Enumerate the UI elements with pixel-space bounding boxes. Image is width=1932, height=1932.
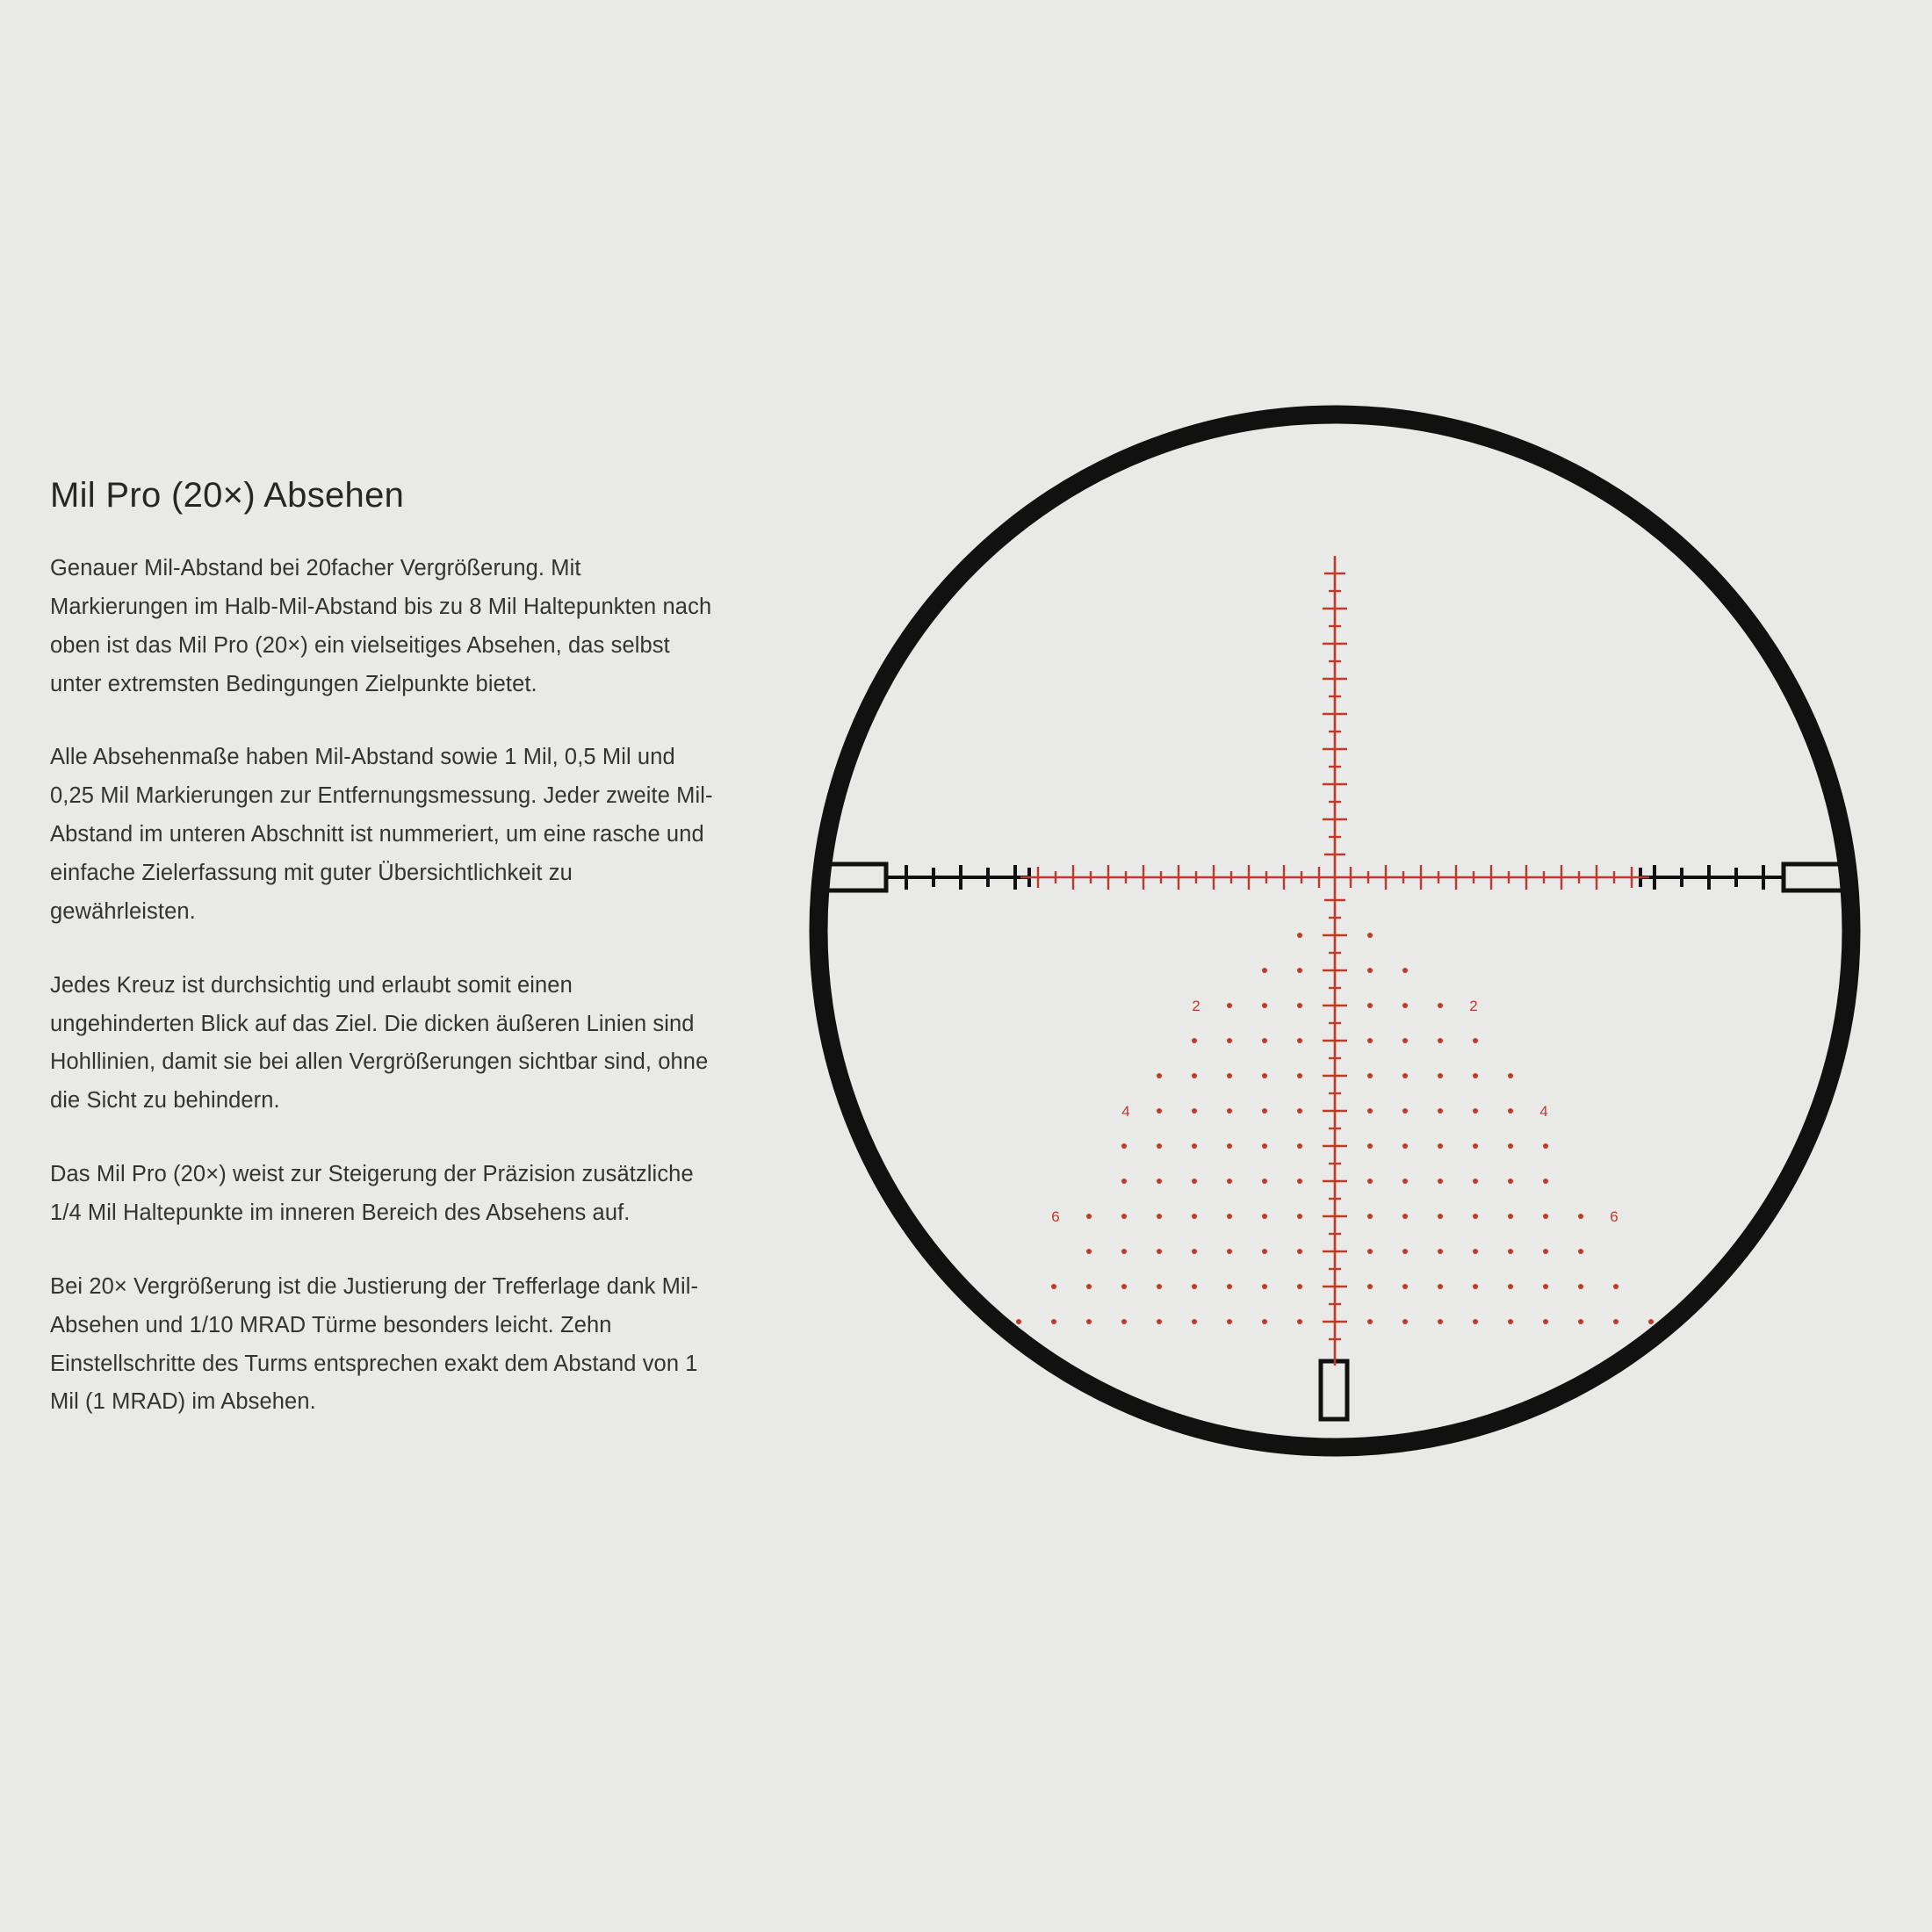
- paragraph-4: Das Mil Pro (20×) weist zur Steigerung der Präzision zusätzliche 1/4 Mil Haltepunkte im inneren Bereich des Absehens auf.: [50, 1162, 694, 1226]
- label-left-2: 2: [1192, 998, 1200, 1014]
- label-left-6: 6: [1051, 1208, 1060, 1225]
- label-right-2: 2: [1469, 998, 1478, 1014]
- reticle-crosshair-group: [1016, 556, 1654, 1366]
- article-text-column: [50, 474, 717, 1422]
- label-right-6: 6: [1610, 1208, 1618, 1225]
- reticle-illustration: [790, 386, 1879, 1475]
- reticle-svg: [790, 386, 1879, 1475]
- coarse-scale-left: [886, 865, 1029, 890]
- label-right-4: 4: [1539, 1103, 1548, 1120]
- label-left-4: 4: [1121, 1103, 1130, 1120]
- paragraph-1: Genauer Mil-Abstand bei 20facher Vergrößerung. Mit Markierungen im Halb-Mil-Abstand bis zu 8 Mil Haltepunkten nach oben ist das Mil Pro (20×) ein vielseitiges Absehen, das selbst unter extremsten Bedingungen Zielpunkte bietet.: [50, 556, 712, 696]
- paragraph-5: Bei 20× Vergrößerung ist die Justierung der Trefferlage dank Mil-Absehen und 1/10 MRAD Türme besonders leicht. Zehn Einstellschritte des Turms entsprechen exakt dem Abstand von 1 Mil (1 MRAD) im Absehen.: [50, 1273, 699, 1415]
- paragraph-3: Jedes Kreuz ist durchsichtig und erlaubt somit einen ungehinderten Blick auf das Ziel. Die dicken äußeren Linien sind Hohllinien, damit sie bei allen Vergrößerungen sichtbar sind, ohne die Sicht zu behindern.: [50, 972, 709, 1114]
- paragraph-2: Alle Absehenmaße haben Mil-Abstand sowie 1 Mil, 0,5 Mil und 0,25 Mil Markierungen zur Entfernungsmessung. Jeder zweite Mil-Abstand im unteren Abschnitt ist nummeriert, um eine rasche und einfache Zielerfassung mit guter Übersichtlichkeit zu gewährleisten.: [50, 745, 713, 924]
- coarse-scale-right: [1640, 865, 1784, 890]
- post-bottom-hollow: [1321, 1361, 1347, 1419]
- page-title: Mil Pro (20×) Absehen: [50, 476, 405, 515]
